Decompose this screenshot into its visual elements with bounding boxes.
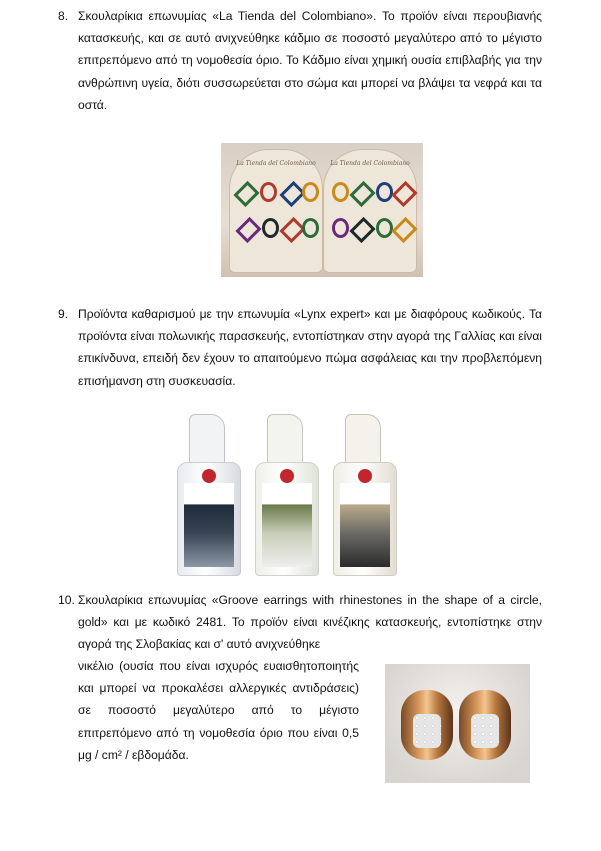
item-number: 9. xyxy=(58,307,69,321)
earring-display-card xyxy=(229,149,323,273)
item-text-wrapped xyxy=(78,655,359,766)
spray-bottle xyxy=(177,462,241,576)
card-brand-text: La Tienda del Colombiano xyxy=(330,160,410,167)
spray-bottle xyxy=(333,462,397,576)
item-text: Σκουλαρίκια επωνυμίας «La Tienda del Colombiano». Το προϊόν είναι περουβιανής κατασκευής, και σε αυτό ανιχνεύθηκε κάδμιο σε ποσοστό μεγαλύτερο από το μέγιστο επιτρεπόμενο από τη νομοθεσία όριο. Το Κάδμιο είναι χημική ουσία επιβλαβής για την ανθρώπινη υγεία, διότι συσσωρεύεται στο σώμα και μπορεί να βλάψει τα νεφρά και τα οστά. xyxy=(78,9,542,112)
list-item-8 xyxy=(58,5,542,116)
gold-hoop-earring xyxy=(459,690,511,760)
item-text-continued: νικέλιο (ουσία που είναι ισχυρός ευαισθητοποιητής και μπορεί να προκαλέσει αλλεργικές αντιδράσεις) σε ποσοστό μεγαλύτερο από το μέγιστο επιτρεπόμενο από τη νομοθεσία όριο που είναι 0,5 μg / cm² / εβδομάδα. xyxy=(78,659,359,762)
spray-trigger xyxy=(189,414,225,466)
item-number: 10. xyxy=(58,593,75,607)
cleaning-products-photo xyxy=(171,402,404,578)
spray-bottle xyxy=(255,462,319,576)
spray-trigger xyxy=(345,414,381,466)
earrings-photo-colombiano xyxy=(221,143,423,277)
item-number: 8. xyxy=(58,9,69,23)
gold-earrings-photo xyxy=(385,664,530,783)
earring-display-card xyxy=(323,149,417,273)
card-brand-text: La Tienda del Colombiano xyxy=(236,160,316,167)
item-text: Σκουλαρίκια επωνυμίας «Groove earrings with rhinestones in the shape of a circle, gold» και με κωδικό 2481. Το προϊόν είναι κινέζικης κατασκευής, εντοπίστηκε στην αγορά της Σλοβακίας και σ' αυτό ανιχνεύθηκε xyxy=(78,593,542,652)
list-item-10 xyxy=(58,589,542,656)
item-text: Προϊόντα καθαρισμού με την επωνυμία «Lynx expert» και με διαφόρους κωδικούς. Τα προϊόντα είναι πολωνικής παρασκευής, εντοπίστηκαν στην αγορά της Γαλλίας και είναι επικίνδυνα, επειδή δεν έχουν το απαιτούμενο πώμα ασφάλειας και την προβλεπόμενη επισήμανση στη συσκευασία. xyxy=(78,307,542,388)
list-item-9 xyxy=(58,303,542,392)
spray-trigger xyxy=(267,414,303,466)
gold-hoop-earring xyxy=(401,690,453,760)
